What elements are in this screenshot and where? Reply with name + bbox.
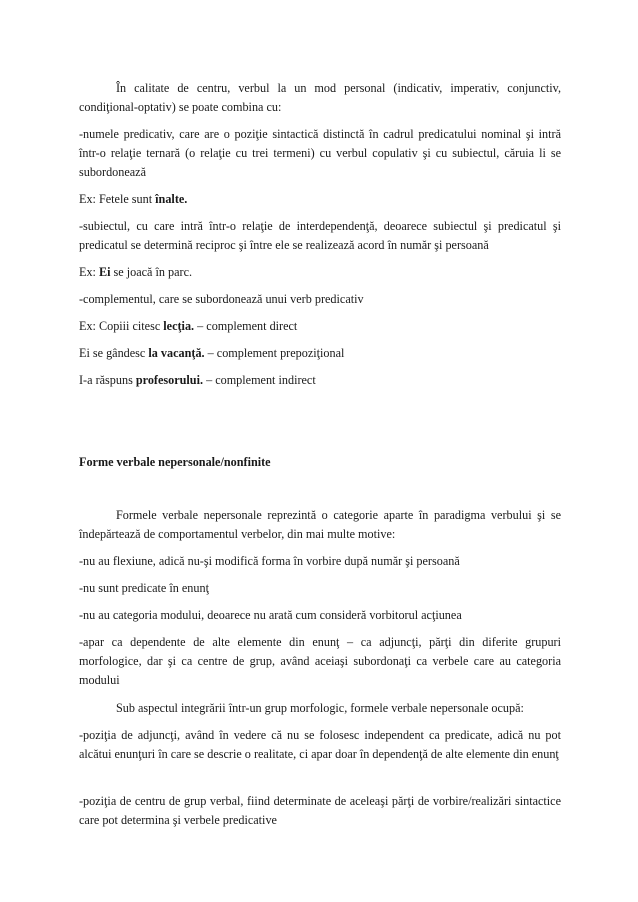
example-ei <box>79 263 561 282</box>
paragraph-verb-centre: În calitate de centru, verbul la un mod personal (indicativ, imperativ, conjunctiv, condiţional-optativ) se poate combina cu: <box>79 81 561 114</box>
example-vacanta <box>79 344 561 363</box>
example-text: Ex: Fetele sunt <box>79 192 156 206</box>
example-text: Ei se gândesc <box>79 346 149 360</box>
example-text: – complement direct <box>194 319 298 333</box>
list-item-flexiune: -nu au flexiune, adică nu-şi modifică forma în vorbire după număr şi persoană <box>79 554 460 568</box>
list-item-adjuncti: -poziţia de adjuncţi, având în vedere că nu se folosesc independent ca predicate, adică nu pot alcătui enunţuri în care se descrie o realitate, ci apar doar în dependenţă de alte elemente din enunţ <box>79 728 561 761</box>
paragraph-subiectul: -subiectul, cu care intră într-o relaţie de interdependenţă, deoarece subiectul şi predicatul şi predicatul se determină reciproc şi între ele se realizează acord în număr şi persoană <box>79 219 561 252</box>
example-text: I-a răspuns <box>79 373 136 387</box>
example-bold-word: la vacanţă. <box>148 346 205 360</box>
example-bold-word: lecţia. <box>163 319 195 333</box>
example-copiii <box>79 317 561 336</box>
example-text: Ex: <box>79 265 99 279</box>
example-profesorului <box>79 371 561 390</box>
paragraph-complementul: -complementul, care se subordonează unui verb predicativ <box>79 292 364 306</box>
example-bold-word: profesorului. <box>135 373 204 387</box>
example-bold-word: înalte. <box>155 192 188 206</box>
list-item-dependente: -apar ca dependente de alte elemente din enunţ – ca adjuncţi, părţi din diferite grupuri morfologice, dar şi ca centre de grup, având aceiaşi subordonaţi ca verbele care au categoria modului <box>79 635 561 687</box>
example-text: Ex: Copiii citesc <box>79 319 164 333</box>
paragraph-forme-intro: Formele verbale nepersonale reprezintă o categorie aparte în paradigma verbului şi se îndepărtează de comportamentul verbelor, din mai multe motive: <box>79 508 561 541</box>
example-bold-word: Ei <box>98 265 111 279</box>
example-text: – complement prepoziţional <box>204 346 345 360</box>
list-item-modului: -nu au categoria modului, deoarece nu arată cum consideră vorbitorul acţiunea <box>79 608 462 622</box>
example-fetele <box>79 190 561 209</box>
paragraph-integrare: Sub aspectul integrării într-un grup morfologic, formele verbale nepersonale ocupă: <box>116 701 524 715</box>
section-heading: Forme verbale nepersonale/nonfinite <box>79 455 271 469</box>
list-item-centru-grup: -poziţia de centru de grup verbal, fiind determinate de aceleaşi părţi de vorbire/realizări sintactice care pot determina şi verbele predicative <box>79 794 561 827</box>
paragraph-nume-predicativ: -numele predicativ, care are o poziţie sintactică distinctă în cadrul predicatului nominal şi intră într-o relaţie ternară (o relaţie cu trei termeni) cu verbul copulativ şi cu subiectul, căruia li se subordonează <box>79 127 561 179</box>
example-text: se joacă în parc. <box>110 265 193 279</box>
example-text: – complement indirect <box>203 373 316 387</box>
list-item-predicate: -nu sunt predicate în enunţ <box>79 581 209 595</box>
